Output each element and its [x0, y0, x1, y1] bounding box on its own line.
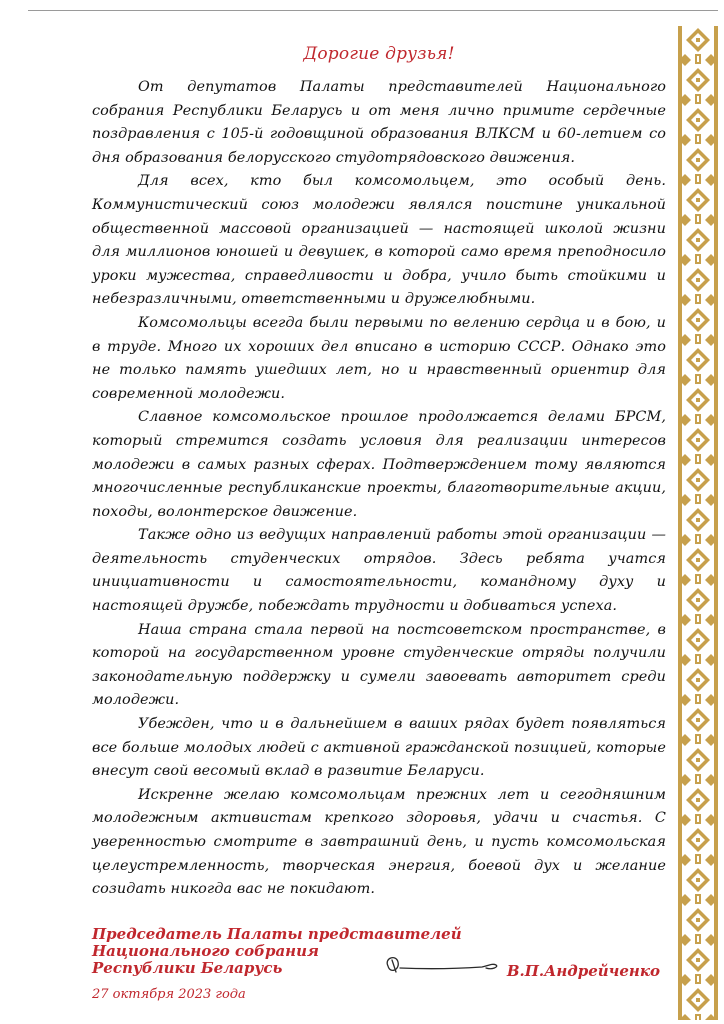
handwritten-signature	[382, 952, 502, 978]
paragraph: Наша страна стала первой на постсоветском пространстве, в которой на государственном уровне студенческие отряды получили законодательную поддержку и сумели завоевать авторитет среди молодежи.	[92, 621, 666, 709]
signatory-name: В.П.Андрейченко	[506, 962, 660, 980]
signatory-title-line-3: Республики Беларусь	[92, 959, 283, 977]
signatory-title-line-1: Председатель Палаты представителей	[92, 925, 462, 943]
paragraph: Также одно из ведущих направлений работы этой организации — деятельность студенческих отрядов. Здесь ребята учатся инициативности и самостоятельности, командному духу и настоящей дружбе, побеждать трудности и добиваться успеха.	[92, 527, 666, 615]
signatory-title-line-2: Национального собрания	[92, 942, 319, 960]
top-border-line	[28, 10, 718, 11]
paragraph: Комсомольцы всегда были первыми по велению сердца и в бою, и в труде. Много их хороших дел вписано в историю СССР. Однако это не только память ушедших лет, но и нравственный ориентир для современной молодежи.	[92, 314, 666, 402]
letter-greeting: Дорогие друзья!	[303, 44, 455, 64]
paragraph: Славное комсомольское прошлое продолжается делами БРСМ, который стремится создать условия для реализации интересов молодежи в самых разных сферах. Подтверждением тому являются многочисленные республиканские проекты, благотворительные акции, походы, волонтерское движение.	[92, 409, 666, 520]
paragraph: Для всех, кто был комсомольцем, это особый день. Коммунистический союз молодежи являлся поистине уникальной общественной массовой организацией — настоящей школой жизни для миллионов юношей и девушек, в которой само время преподносило уроки мужества, справедливости и добра, учило быть стойкими и небезразличными, ответственными и дружелюбными.	[92, 173, 666, 308]
letter-date: 27 октября 2023 года	[92, 987, 246, 1002]
letter-body	[92, 76, 666, 902]
signature-block	[92, 926, 666, 1006]
paragraph: От депутатов Палаты представителей Национального собрания Республики Беларусь и от меня лично примите сердечные поздравления с 105-й годовщиной образования ВЛКСМ и 60-летием со дня образования белорусского студотрядовского движения.	[92, 79, 666, 166]
letter-page	[92, 40, 666, 902]
ornament-border	[676, 26, 720, 1020]
paragraph: Убежден, что и в дальнейшем в ваших рядах будет появляться все больше молодых людей с активной гражданской позицией, которые внесут свой весомый вклад в развитие Беларуси.	[92, 716, 666, 780]
paragraph: Искренне желаю комсомольцам прежних лет и сегодняшним молодежным активистам крепкого здоровья, удачи и счастья. С уверенностью смотрите в завтрашний день, и пусть комсомольская целеустремленность, творческая энергия, боевой дух и желание созидать никогда вас не покидают.	[92, 786, 666, 898]
